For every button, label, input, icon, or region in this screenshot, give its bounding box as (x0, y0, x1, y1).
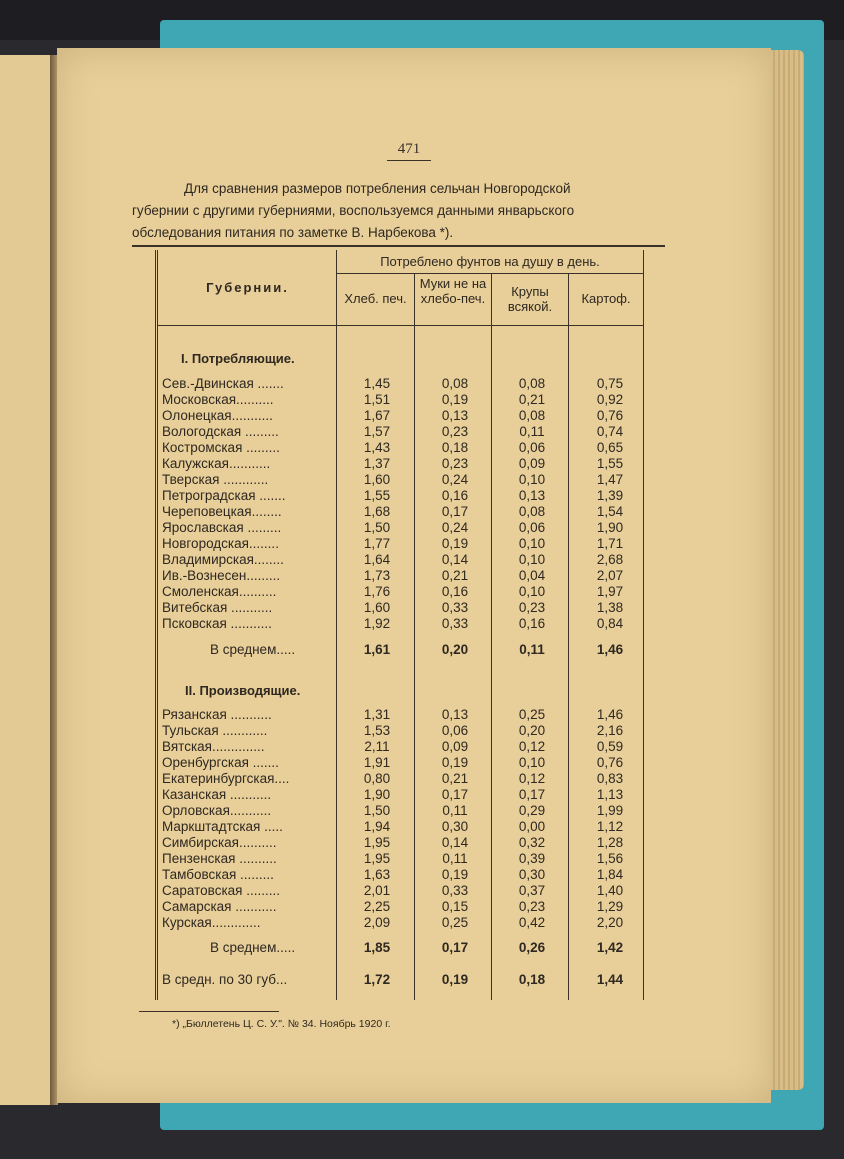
cell-value: 0,18 (441, 440, 469, 455)
cell-value: 1,97 (596, 584, 624, 599)
cell-value: 1,61 (363, 642, 391, 657)
cell-value: 0,17 (441, 787, 469, 802)
cell-value: 0,11 (519, 642, 545, 657)
group-header-rule (337, 273, 643, 274)
cell-value: 0,30 (518, 867, 546, 882)
cell-value: 0,83 (596, 771, 624, 786)
region-name: Тульская ............ (162, 723, 268, 738)
cell-value: 0,21 (441, 568, 469, 583)
cell-value: 0,19 (441, 972, 469, 987)
cell-value: 0,33 (441, 600, 469, 615)
cell-value: 0,12 (518, 771, 546, 786)
cell-value: 0,14 (441, 835, 469, 850)
cell-value: 0,21 (518, 392, 546, 407)
cell-value: 0,23 (441, 456, 469, 471)
cell-value: 0,15 (441, 899, 469, 914)
cell-value: 0,08 (518, 408, 546, 423)
section-title-consuming: I. Потребляющие. (181, 351, 295, 366)
cell-value: 1,12 (596, 819, 624, 834)
region-name: Маркштадтская ..... (162, 819, 283, 834)
col-header-groats: Крупы всякой. (507, 284, 553, 314)
cell-value: 0,76 (596, 408, 624, 423)
region-name: Рязанская ........... (162, 707, 272, 722)
page-number: 471 (387, 141, 431, 161)
table-border-left-inner (157, 250, 158, 1000)
cell-value: 0,16 (518, 616, 546, 631)
intro-line: Для сравнения размеров потребления сельчан Новгородской (184, 181, 571, 196)
table-row (162, 787, 652, 803)
cell-value: 1,92 (363, 616, 391, 631)
table-average-row (162, 940, 652, 956)
table-row (162, 803, 652, 819)
table-top-rule (132, 245, 665, 247)
table-average-row (162, 972, 652, 988)
cell-value: 2,07 (596, 568, 624, 583)
cell-value: 0,21 (441, 771, 469, 786)
table-row (162, 408, 652, 424)
table-row (162, 616, 652, 632)
cell-value: 1,67 (363, 408, 391, 423)
cell-value: 0,92 (596, 392, 624, 407)
cell-value: 1,95 (363, 851, 391, 866)
cell-value: 0,32 (518, 835, 546, 850)
cell-value: 0,00 (518, 819, 546, 834)
cell-value: 0,14 (441, 552, 469, 567)
cell-value: 0,13 (441, 408, 469, 423)
table-row (162, 488, 652, 504)
cell-value: 1,29 (596, 899, 624, 914)
region-name: Тамбовская ......... (162, 867, 274, 882)
region-name: Костромская ......... (162, 440, 280, 455)
group-header: Потреблено фунтов на душу в день. (380, 254, 600, 269)
cell-value: 1,94 (363, 819, 391, 834)
region-name: Череповецкая........ (162, 504, 282, 519)
region-name: Смоленская.......... (162, 584, 277, 599)
region-name: Екатеринбургская.... (162, 771, 290, 786)
table-border-left (155, 250, 156, 1000)
table-row (162, 568, 652, 584)
cell-value: 1,46 (596, 642, 624, 657)
cell-value: 0,11 (442, 803, 468, 818)
cell-value: 1,55 (363, 488, 391, 503)
cell-value: 0,33 (441, 616, 469, 631)
table-row (162, 424, 652, 440)
region-name: Оренбургская ....... (162, 755, 279, 770)
col-header-bread: Хлеб. печ. (344, 291, 407, 306)
table-row (162, 707, 652, 723)
cell-value: 0,75 (596, 376, 624, 391)
cell-value: 0,33 (441, 883, 469, 898)
cell-value: 0,08 (441, 376, 469, 391)
cell-value: 1,71 (596, 536, 624, 551)
cell-value: 1,37 (363, 456, 391, 471)
region-name: Вологодская ......... (162, 424, 279, 439)
region-name: Тверская ............ (162, 472, 269, 487)
cell-value: 2,20 (596, 915, 624, 930)
cell-value: 1,13 (596, 787, 624, 802)
cell-value: 0,39 (518, 851, 546, 866)
cell-value: 0,09 (441, 739, 469, 754)
table-row (162, 915, 652, 931)
cell-value: 1,57 (363, 424, 391, 439)
cell-value: 0,25 (518, 707, 546, 722)
table-row (162, 819, 652, 835)
region-name: Орловская........... (162, 803, 272, 818)
cell-value: 0,13 (518, 488, 546, 503)
cell-value: 1,50 (363, 520, 391, 535)
header-rule (157, 325, 643, 326)
cell-value: 1,56 (596, 851, 624, 866)
region-name: Казанская ........... (162, 787, 272, 802)
cell-value: 1,68 (363, 504, 391, 519)
cell-value: 0,23 (518, 600, 546, 615)
region-name: Саратовская ......... (162, 883, 280, 898)
cell-value: 0,23 (441, 424, 469, 439)
intro-line: обследования питания по заметке В. Нарбекова *). (132, 225, 454, 240)
cell-value: 0,12 (518, 739, 546, 754)
cell-value: 1,53 (363, 723, 391, 738)
cell-value: 0,37 (518, 883, 546, 898)
table-row (162, 552, 652, 568)
region-name: Петроградская ....... (162, 488, 286, 503)
cell-value: 0,19 (441, 755, 469, 770)
cell-value: 0,76 (596, 755, 624, 770)
region-name: Ярославская ......... (162, 520, 282, 535)
cell-value: 2,68 (596, 552, 624, 567)
table-row (162, 851, 652, 867)
cell-value: 1,60 (363, 472, 391, 487)
cell-value: 2,16 (596, 723, 624, 738)
cell-value: 0,17 (441, 504, 469, 519)
cell-value: 1,47 (596, 472, 624, 487)
region-name: Самарская ........... (162, 899, 277, 914)
col-header-flour: Муки не на хлебо-печ. (419, 276, 487, 306)
cell-value: 1,72 (363, 972, 391, 987)
region-name: В среднем..... (210, 642, 296, 657)
cell-value: 1,39 (596, 488, 624, 503)
table-row (162, 376, 652, 392)
region-name: Симбирская.......... (162, 835, 277, 850)
cell-value: 0,11 (442, 851, 468, 866)
footnote-rule (139, 1011, 279, 1012)
region-name: Витебская ........... (162, 600, 273, 615)
region-name: Сев.-Двинская ....... (162, 376, 284, 391)
cell-value: 1,42 (596, 940, 624, 955)
cell-value: 1,45 (363, 376, 391, 391)
region-name: Олонецкая........... (162, 408, 273, 423)
cell-value: 1,64 (363, 552, 391, 567)
cell-value: 1,44 (596, 972, 624, 987)
region-name: В среднем..... (210, 940, 296, 955)
cell-value: 0,74 (596, 424, 624, 439)
region-name: Ив.-Вознесен......... (162, 568, 281, 583)
left-page (0, 55, 54, 1105)
cell-value: 0,17 (441, 940, 469, 955)
cell-value: 1,76 (363, 584, 391, 599)
cell-value: 0,29 (518, 803, 546, 818)
cell-value: 0,65 (596, 440, 624, 455)
region-name: Курская............. (162, 915, 261, 930)
cell-value: 1,91 (363, 755, 391, 770)
cell-value: 2,01 (363, 883, 391, 898)
cell-value: 1,40 (596, 883, 624, 898)
cell-value: 1,90 (596, 520, 624, 535)
cell-value: 1,46 (596, 707, 624, 722)
cell-value: 1,85 (363, 940, 391, 955)
cell-value: 1,54 (596, 504, 624, 519)
cell-value: 0,11 (519, 424, 545, 439)
table-row (162, 739, 652, 755)
table-row (162, 600, 652, 616)
col-header-potato: Картоф. (581, 291, 631, 306)
cell-value: 0,30 (441, 819, 469, 834)
cell-value: 0,19 (441, 867, 469, 882)
cell-value: 1,60 (363, 600, 391, 615)
cell-value: 1,77 (363, 536, 391, 551)
cell-value: 0,19 (441, 536, 469, 551)
table-row (162, 504, 652, 520)
table-row (162, 867, 652, 883)
region-name: Московская.......... (162, 392, 274, 407)
cell-value: 0,17 (518, 787, 546, 802)
region-name: Новгородская........ (162, 536, 279, 551)
cell-value: 0,24 (441, 520, 469, 535)
cell-value: 1,28 (596, 835, 624, 850)
cell-value: 0,20 (518, 723, 546, 738)
cell-value: 1,50 (363, 803, 391, 818)
cell-value: 1,84 (596, 867, 624, 882)
intro-paragraph (132, 178, 672, 244)
cell-value: 1,38 (596, 600, 624, 615)
cell-value: 0,20 (441, 642, 469, 657)
cell-value: 0,10 (518, 755, 546, 770)
table-row (162, 771, 652, 787)
cell-value: 0,04 (518, 568, 546, 583)
cell-value: 0,08 (518, 504, 546, 519)
cell-value: 2,25 (363, 899, 391, 914)
cell-value: 0,08 (518, 376, 546, 391)
region-name: Псковская ........... (162, 616, 272, 631)
cell-value: 0,42 (518, 915, 546, 930)
region-name: Калужская........... (162, 456, 271, 471)
cell-value: 1,90 (363, 787, 391, 802)
cell-value: 0,10 (518, 584, 546, 599)
cell-value: 0,26 (518, 940, 546, 955)
cell-value: 1,55 (596, 456, 624, 471)
cell-value: 0,23 (518, 899, 546, 914)
cell-value: 0,19 (441, 392, 469, 407)
table-average-row (162, 642, 652, 658)
cell-value: 0,10 (518, 536, 546, 551)
cell-value: 0,16 (441, 584, 469, 599)
cell-value: 0,24 (441, 472, 469, 487)
book-page (57, 48, 771, 1103)
table-row (162, 440, 652, 456)
cell-value: 0,59 (596, 739, 624, 754)
table-row (162, 883, 652, 899)
table-row (162, 472, 652, 488)
table-row (162, 536, 652, 552)
table-row (162, 392, 652, 408)
cell-value: 0,10 (518, 472, 546, 487)
table-row (162, 520, 652, 536)
cell-value: 0,84 (596, 616, 624, 631)
region-name: Вятская.............. (162, 739, 265, 754)
cell-value: 0,25 (441, 915, 469, 930)
cell-value: 0,10 (518, 552, 546, 567)
cell-value: 1,99 (596, 803, 624, 818)
cell-value: 1,43 (363, 440, 391, 455)
cell-value: 0,80 (363, 771, 391, 786)
region-name: Пензенская .......... (162, 851, 277, 866)
cell-value: 0,16 (441, 488, 469, 503)
cell-value: 0,13 (441, 707, 469, 722)
cell-value: 1,63 (363, 867, 391, 882)
table-row (162, 456, 652, 472)
region-name: В средн. по 30 губ... (162, 972, 288, 987)
cell-value: 2,11 (364, 739, 390, 754)
cell-value: 1,51 (363, 392, 391, 407)
cell-value: 0,09 (518, 456, 546, 471)
footnote: *) „Бюллетень Ц. С. У.". № 34. Ноябрь 1920 г. (172, 1018, 391, 1030)
table-row (162, 899, 652, 915)
cell-value: 1,73 (363, 568, 391, 583)
table-row (162, 723, 652, 739)
region-name: Владимирская........ (162, 552, 284, 567)
col-header-region: Губернии. (206, 280, 289, 295)
table-row (162, 584, 652, 600)
intro-line: губернии с другими губерниями, воспользуемся данными январьского (132, 203, 575, 218)
cell-value: 0,06 (441, 723, 469, 738)
cell-value: 1,95 (363, 835, 391, 850)
cell-value: 0,06 (518, 520, 546, 535)
section-title-producing: II. Производящие. (185, 683, 301, 698)
cell-value: 2,09 (363, 915, 391, 930)
table-row (162, 755, 652, 771)
table-row (162, 835, 652, 851)
cell-value: 1,31 (363, 707, 391, 722)
cell-value: 0,18 (518, 972, 546, 987)
cell-value: 0,06 (518, 440, 546, 455)
